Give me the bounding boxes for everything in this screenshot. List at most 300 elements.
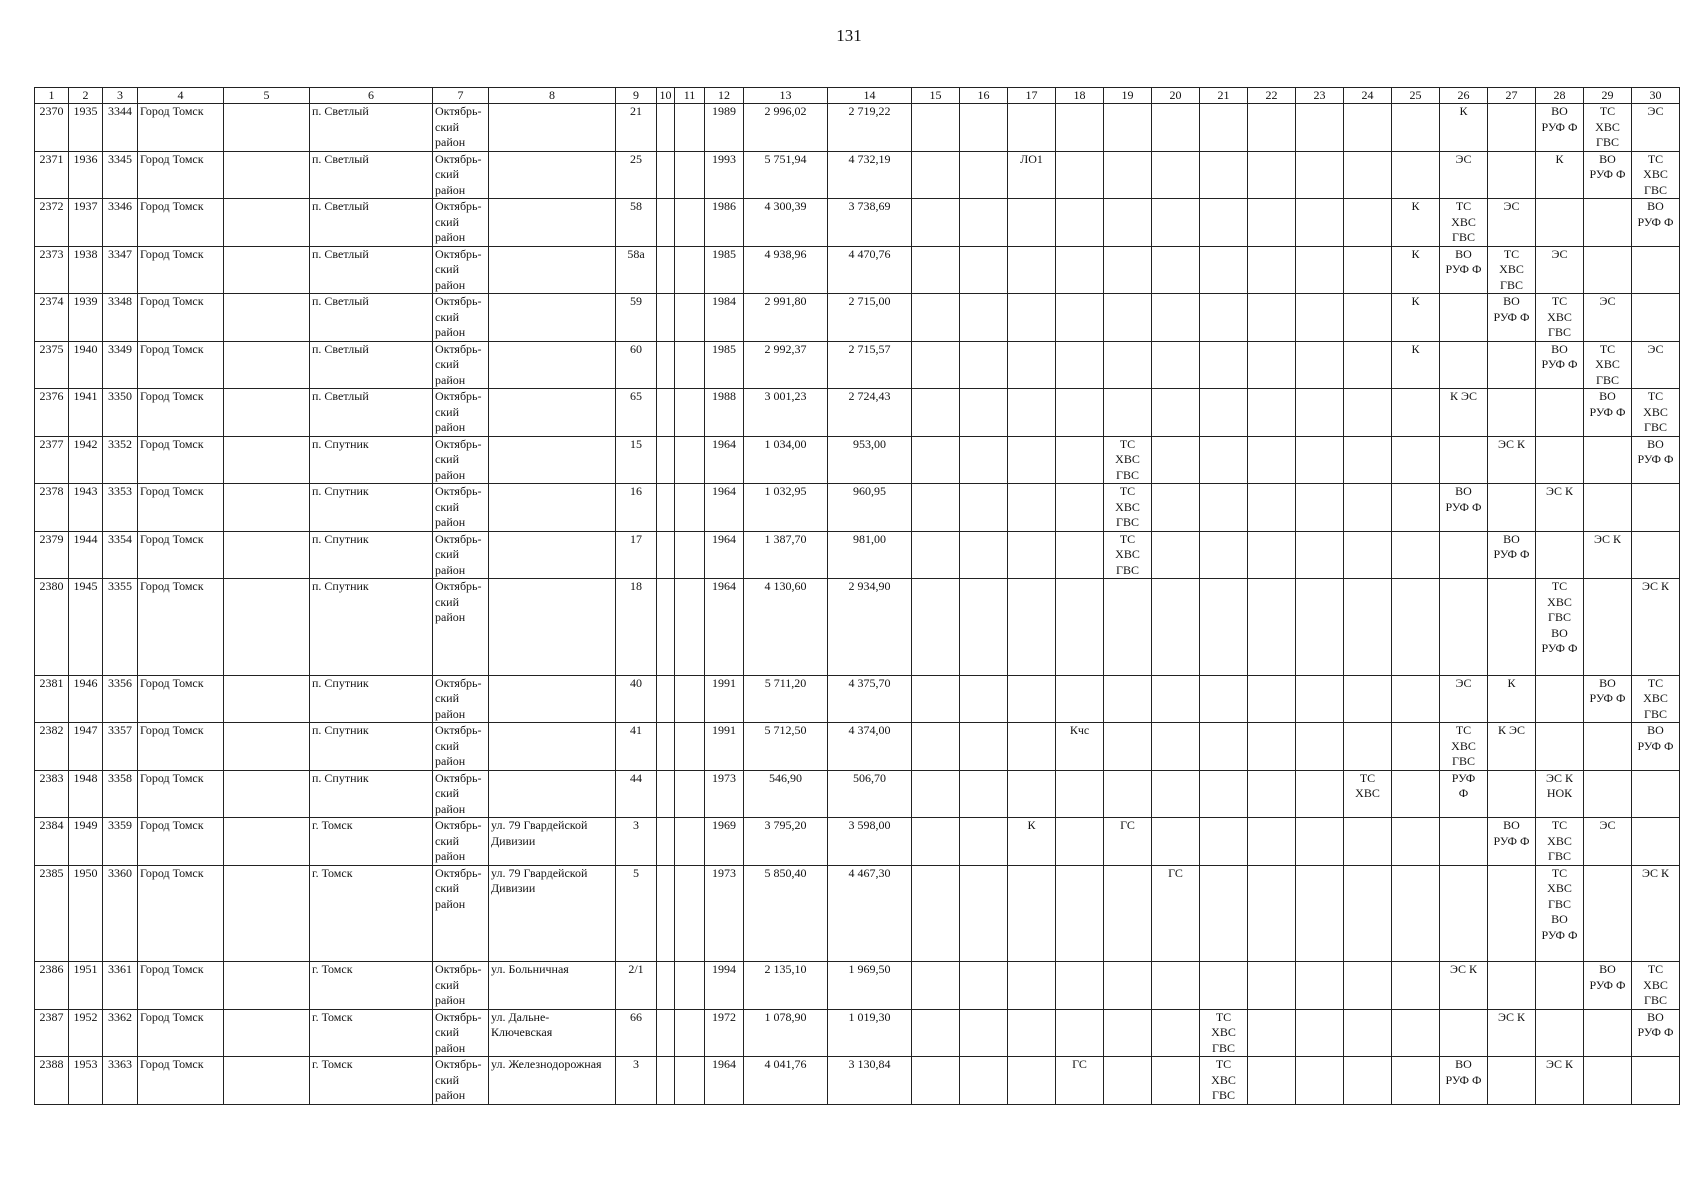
cell-col-29: ЭС К [1584, 531, 1632, 579]
cell-col-26 [1440, 294, 1488, 342]
cell-col-5 [224, 246, 310, 294]
cell-col-20 [1152, 341, 1200, 389]
cell-col-14: 1 969,50 [828, 962, 912, 1010]
cell-col-12: 1986 [705, 199, 744, 247]
column-header-26: 26 [1440, 88, 1488, 104]
cell-col-15 [912, 865, 960, 962]
cell-col-7: Октябрь- ский район [433, 294, 489, 342]
cell-col-24 [1344, 1009, 1392, 1057]
cell-col-18 [1056, 436, 1104, 484]
cell-col-23 [1296, 531, 1344, 579]
cell-col-30: ЭС К [1632, 579, 1680, 676]
cell-col-22 [1248, 436, 1296, 484]
cell-col-13: 3 795,20 [744, 818, 828, 866]
cell-col-20 [1152, 1009, 1200, 1057]
cell-col-3: 3353 [103, 484, 138, 532]
cell-col-13: 3 001,23 [744, 389, 828, 437]
cell-col-13: 1 078,90 [744, 1009, 828, 1057]
cell-col-10 [657, 723, 675, 771]
cell-col-8: ул. Больничная [489, 962, 616, 1010]
cell-col-3: 3349 [103, 341, 138, 389]
cell-col-30: ВО РУФ Ф [1632, 723, 1680, 771]
cell-col-5 [224, 484, 310, 532]
cell-col-27 [1488, 104, 1536, 152]
cell-col-10 [657, 246, 675, 294]
cell-col-27 [1488, 484, 1536, 532]
cell-col-18 [1056, 531, 1104, 579]
cell-col-1: 2374 [35, 294, 69, 342]
cell-col-22 [1248, 389, 1296, 437]
cell-col-3: 3352 [103, 436, 138, 484]
cell-col-1: 2376 [35, 389, 69, 437]
cell-col-27 [1488, 865, 1536, 962]
cell-col-6: п. Спутник [310, 484, 433, 532]
cell-col-22 [1248, 151, 1296, 199]
cell-col-29 [1584, 436, 1632, 484]
cell-col-29: ТС ХВС ГВС [1584, 341, 1632, 389]
cell-col-6: г. Томск [310, 1057, 433, 1105]
cell-col-25 [1392, 104, 1440, 152]
column-number-header-row [35, 88, 1680, 104]
cell-col-11 [675, 723, 705, 771]
cell-col-5 [224, 341, 310, 389]
table-row [35, 436, 1680, 484]
cell-col-24: ТС ХВС [1344, 770, 1392, 818]
cell-col-11 [675, 151, 705, 199]
cell-col-30 [1632, 484, 1680, 532]
cell-col-11 [675, 246, 705, 294]
cell-col-21 [1200, 962, 1248, 1010]
cell-col-5 [224, 1009, 310, 1057]
cell-col-6: п. Спутник [310, 436, 433, 484]
cell-col-13: 4 300,39 [744, 199, 828, 247]
cell-col-23 [1296, 770, 1344, 818]
cell-col-27 [1488, 579, 1536, 676]
cell-col-21 [1200, 436, 1248, 484]
cell-col-27 [1488, 151, 1536, 199]
column-header-4: 4 [138, 88, 224, 104]
cell-col-29 [1584, 770, 1632, 818]
cell-col-27: К ЭС [1488, 723, 1536, 771]
cell-col-15 [912, 1009, 960, 1057]
column-header-19: 19 [1104, 88, 1152, 104]
cell-col-11 [675, 531, 705, 579]
cell-col-2: 1946 [69, 675, 103, 723]
cell-col-17 [1008, 294, 1056, 342]
cell-col-25 [1392, 962, 1440, 1010]
cell-col-11 [675, 1057, 705, 1105]
cell-col-19 [1104, 723, 1152, 771]
cell-col-27: ЭС К [1488, 436, 1536, 484]
cell-col-8 [489, 294, 616, 342]
cell-col-26 [1440, 865, 1488, 962]
cell-col-6: п. Светлый [310, 199, 433, 247]
cell-col-12: 1969 [705, 818, 744, 866]
cell-col-26: ЭС [1440, 675, 1488, 723]
cell-col-30 [1632, 1057, 1680, 1105]
cell-col-4: Город Томск [138, 199, 224, 247]
cell-col-9: 25 [616, 151, 657, 199]
cell-col-16 [960, 675, 1008, 723]
cell-col-11 [675, 484, 705, 532]
cell-col-21 [1200, 531, 1248, 579]
cell-col-23 [1296, 341, 1344, 389]
cell-col-26 [1440, 531, 1488, 579]
cell-col-20 [1152, 199, 1200, 247]
table-row [35, 531, 1680, 579]
cell-col-15 [912, 675, 960, 723]
cell-col-12: 1985 [705, 341, 744, 389]
cell-col-9: 59 [616, 294, 657, 342]
column-header-3: 3 [103, 88, 138, 104]
column-header-9: 9 [616, 88, 657, 104]
cell-col-7: Октябрь- ский район [433, 675, 489, 723]
cell-col-20 [1152, 723, 1200, 771]
cell-col-25 [1392, 531, 1440, 579]
cell-col-29: ЭС [1584, 818, 1632, 866]
cell-col-27 [1488, 341, 1536, 389]
cell-col-16 [960, 1009, 1008, 1057]
cell-col-9: 16 [616, 484, 657, 532]
cell-col-22 [1248, 1009, 1296, 1057]
cell-col-15 [912, 436, 960, 484]
cell-col-10 [657, 579, 675, 676]
cell-col-6: п. Светлый [310, 246, 433, 294]
cell-col-26: ЭС [1440, 151, 1488, 199]
table-row [35, 484, 1680, 532]
cell-col-8 [489, 436, 616, 484]
cell-col-6: г. Томск [310, 865, 433, 962]
column-header-20: 20 [1152, 88, 1200, 104]
cell-col-13: 1 387,70 [744, 531, 828, 579]
cell-col-24 [1344, 818, 1392, 866]
cell-col-9: 3 [616, 818, 657, 866]
cell-col-16 [960, 199, 1008, 247]
cell-col-10 [657, 199, 675, 247]
page-number: 131 [836, 26, 862, 45]
cell-col-12: 1993 [705, 151, 744, 199]
cell-col-27: ВО РУФ Ф [1488, 818, 1536, 866]
cell-col-22 [1248, 962, 1296, 1010]
cell-col-9: 65 [616, 389, 657, 437]
cell-col-3: 3355 [103, 579, 138, 676]
cell-col-11 [675, 962, 705, 1010]
cell-col-10 [657, 675, 675, 723]
cell-col-2: 1941 [69, 389, 103, 437]
cell-col-9: 17 [616, 531, 657, 579]
column-header-2: 2 [69, 88, 103, 104]
cell-col-20 [1152, 104, 1200, 152]
cell-col-14: 2 715,57 [828, 341, 912, 389]
cell-col-3: 3363 [103, 1057, 138, 1105]
cell-col-19 [1104, 1057, 1152, 1105]
cell-col-29 [1584, 246, 1632, 294]
cell-col-9: 58а [616, 246, 657, 294]
cell-col-1: 2372 [35, 199, 69, 247]
cell-col-4: Город Томск [138, 1009, 224, 1057]
cell-col-4: Город Томск [138, 1057, 224, 1105]
cell-col-1: 2384 [35, 818, 69, 866]
column-header-11: 11 [675, 88, 705, 104]
cell-col-14: 3 598,00 [828, 818, 912, 866]
cell-col-19 [1104, 389, 1152, 437]
cell-col-17 [1008, 436, 1056, 484]
cell-col-28 [1536, 531, 1584, 579]
cell-col-30 [1632, 531, 1680, 579]
cell-col-10 [657, 294, 675, 342]
cell-col-2: 1940 [69, 341, 103, 389]
cell-col-24 [1344, 436, 1392, 484]
cell-col-16 [960, 104, 1008, 152]
cell-col-18 [1056, 199, 1104, 247]
cell-col-16 [960, 723, 1008, 771]
cell-col-5 [224, 294, 310, 342]
cell-col-25 [1392, 151, 1440, 199]
cell-col-5 [224, 151, 310, 199]
cell-col-17 [1008, 962, 1056, 1010]
cell-col-12: 1989 [705, 104, 744, 152]
cell-col-14: 4 467,30 [828, 865, 912, 962]
housing-register-table [34, 87, 1680, 1105]
cell-col-16 [960, 1057, 1008, 1105]
cell-col-19 [1104, 770, 1152, 818]
cell-col-30: ЭС [1632, 341, 1680, 389]
cell-col-19 [1104, 579, 1152, 676]
cell-col-30: ЭС [1632, 104, 1680, 152]
cell-col-16 [960, 341, 1008, 389]
cell-col-3: 3346 [103, 199, 138, 247]
cell-col-30 [1632, 770, 1680, 818]
cell-col-17 [1008, 341, 1056, 389]
cell-col-26: ТС ХВС ГВС [1440, 723, 1488, 771]
cell-col-12: 1964 [705, 436, 744, 484]
column-header-25: 25 [1392, 88, 1440, 104]
cell-col-6: г. Томск [310, 1009, 433, 1057]
cell-col-23 [1296, 818, 1344, 866]
cell-col-11 [675, 675, 705, 723]
cell-col-1: 2379 [35, 531, 69, 579]
cell-col-25 [1392, 1057, 1440, 1105]
cell-col-28: ЭС [1536, 246, 1584, 294]
cell-col-6: г. Томск [310, 962, 433, 1010]
cell-col-28 [1536, 1009, 1584, 1057]
cell-col-23 [1296, 1009, 1344, 1057]
cell-col-30: ВО РУФ Ф [1632, 436, 1680, 484]
cell-col-7: Октябрь- ский район [433, 199, 489, 247]
cell-col-13: 5 712,50 [744, 723, 828, 771]
cell-col-24 [1344, 865, 1392, 962]
cell-col-29 [1584, 1009, 1632, 1057]
cell-col-28 [1536, 962, 1584, 1010]
cell-col-26: ТС ХВС ГВС [1440, 199, 1488, 247]
cell-col-30 [1632, 246, 1680, 294]
cell-col-4: Город Томск [138, 484, 224, 532]
cell-col-14: 506,70 [828, 770, 912, 818]
cell-col-11 [675, 341, 705, 389]
cell-col-19 [1104, 865, 1152, 962]
cell-col-13: 546,90 [744, 770, 828, 818]
cell-col-23 [1296, 199, 1344, 247]
cell-col-21 [1200, 389, 1248, 437]
cell-col-15 [912, 389, 960, 437]
cell-col-25 [1392, 389, 1440, 437]
cell-col-10 [657, 341, 675, 389]
cell-col-16 [960, 770, 1008, 818]
cell-col-16 [960, 579, 1008, 676]
cell-col-27 [1488, 1057, 1536, 1105]
cell-col-5 [224, 865, 310, 962]
cell-col-27: К [1488, 675, 1536, 723]
cell-col-12: 1964 [705, 531, 744, 579]
cell-col-20 [1152, 294, 1200, 342]
cell-col-14: 2 715,00 [828, 294, 912, 342]
cell-col-4: Город Томск [138, 246, 224, 294]
cell-col-17 [1008, 484, 1056, 532]
cell-col-22 [1248, 675, 1296, 723]
cell-col-18 [1056, 675, 1104, 723]
cell-col-23 [1296, 865, 1344, 962]
cell-col-24 [1344, 723, 1392, 771]
cell-col-9: 58 [616, 199, 657, 247]
cell-col-22 [1248, 484, 1296, 532]
cell-col-5 [224, 531, 310, 579]
cell-col-24 [1344, 531, 1392, 579]
cell-col-15 [912, 770, 960, 818]
column-header-21: 21 [1200, 88, 1248, 104]
cell-col-14: 960,95 [828, 484, 912, 532]
cell-col-12: 1973 [705, 865, 744, 962]
cell-col-13: 5 711,20 [744, 675, 828, 723]
cell-col-13: 2 991,80 [744, 294, 828, 342]
cell-col-27: ЭС К [1488, 1009, 1536, 1057]
cell-col-28: ТС ХВС ГВС [1536, 294, 1584, 342]
column-header-16: 16 [960, 88, 1008, 104]
cell-col-7: Октябрь- ский район [433, 579, 489, 676]
cell-col-8 [489, 531, 616, 579]
cell-col-1: 2378 [35, 484, 69, 532]
cell-col-28: ТС ХВС ГВС [1536, 818, 1584, 866]
cell-col-20 [1152, 962, 1200, 1010]
cell-col-10 [657, 531, 675, 579]
cell-col-22 [1248, 246, 1296, 294]
cell-col-28 [1536, 199, 1584, 247]
cell-col-6: п. Светлый [310, 341, 433, 389]
cell-col-11 [675, 104, 705, 152]
cell-col-11 [675, 294, 705, 342]
cell-col-13: 2 996,02 [744, 104, 828, 152]
cell-col-3: 3359 [103, 818, 138, 866]
cell-col-16 [960, 151, 1008, 199]
cell-col-14: 4 375,70 [828, 675, 912, 723]
cell-col-5 [224, 104, 310, 152]
cell-col-22 [1248, 579, 1296, 676]
cell-col-29: ТС ХВС ГВС [1584, 104, 1632, 152]
cell-col-12: 1964 [705, 1057, 744, 1105]
cell-col-2: 1944 [69, 531, 103, 579]
cell-col-5 [224, 1057, 310, 1105]
cell-col-28: ЭС К [1536, 484, 1584, 532]
cell-col-27: ТС ХВС ГВС [1488, 246, 1536, 294]
cell-col-16 [960, 531, 1008, 579]
cell-col-7: Октябрь- ский район [433, 104, 489, 152]
cell-col-10 [657, 436, 675, 484]
cell-col-28: ЭС К [1536, 1057, 1584, 1105]
cell-col-10 [657, 484, 675, 532]
cell-col-11 [675, 579, 705, 676]
cell-col-1: 2386 [35, 962, 69, 1010]
cell-col-7: Октябрь- ский район [433, 818, 489, 866]
cell-col-13: 4 041,76 [744, 1057, 828, 1105]
cell-col-28 [1536, 389, 1584, 437]
column-header-30: 30 [1632, 88, 1680, 104]
table-row [35, 579, 1680, 676]
cell-col-14: 4 470,76 [828, 246, 912, 294]
column-header-29: 29 [1584, 88, 1632, 104]
cell-col-25 [1392, 865, 1440, 962]
cell-col-14: 3 738,69 [828, 199, 912, 247]
cell-col-3: 3344 [103, 104, 138, 152]
cell-col-24 [1344, 389, 1392, 437]
cell-col-9: 18 [616, 579, 657, 676]
table-row [35, 389, 1680, 437]
column-header-13: 13 [744, 88, 828, 104]
cell-col-11 [675, 389, 705, 437]
table-row [35, 675, 1680, 723]
cell-col-15 [912, 199, 960, 247]
cell-col-1: 2375 [35, 341, 69, 389]
cell-col-15 [912, 579, 960, 676]
cell-col-17 [1008, 246, 1056, 294]
table-body [35, 104, 1680, 1105]
cell-col-8 [489, 723, 616, 771]
cell-col-12: 1964 [705, 579, 744, 676]
cell-col-20 [1152, 436, 1200, 484]
cell-col-16 [960, 294, 1008, 342]
cell-col-19: ТС ХВС ГВС [1104, 531, 1152, 579]
cell-col-15 [912, 104, 960, 152]
cell-col-6: г. Томск [310, 818, 433, 866]
cell-col-24 [1344, 579, 1392, 676]
cell-col-4: Город Томск [138, 294, 224, 342]
cell-col-29 [1584, 865, 1632, 962]
cell-col-10 [657, 1009, 675, 1057]
cell-col-20 [1152, 151, 1200, 199]
cell-col-17 [1008, 770, 1056, 818]
cell-col-2: 1943 [69, 484, 103, 532]
cell-col-26 [1440, 579, 1488, 676]
cell-col-12: 1964 [705, 484, 744, 532]
cell-col-20 [1152, 484, 1200, 532]
cell-col-19: ГС [1104, 818, 1152, 866]
cell-col-30 [1632, 294, 1680, 342]
cell-col-29: ВО РУФ Ф [1584, 389, 1632, 437]
cell-col-3: 3362 [103, 1009, 138, 1057]
cell-col-30 [1632, 818, 1680, 866]
table-row [35, 104, 1680, 152]
table-row [35, 723, 1680, 771]
cell-col-4: Город Томск [138, 818, 224, 866]
cell-col-1: 2371 [35, 151, 69, 199]
cell-col-18 [1056, 341, 1104, 389]
cell-col-11 [675, 199, 705, 247]
cell-col-28: ЭС К НОК [1536, 770, 1584, 818]
cell-col-18 [1056, 962, 1104, 1010]
cell-col-8: ул. 79 Гвардейской Дивизии [489, 865, 616, 962]
cell-col-26: ВО РУФ Ф [1440, 484, 1488, 532]
cell-col-6: п. Спутник [310, 770, 433, 818]
cell-col-23 [1296, 104, 1344, 152]
cell-col-13: 5 751,94 [744, 151, 828, 199]
